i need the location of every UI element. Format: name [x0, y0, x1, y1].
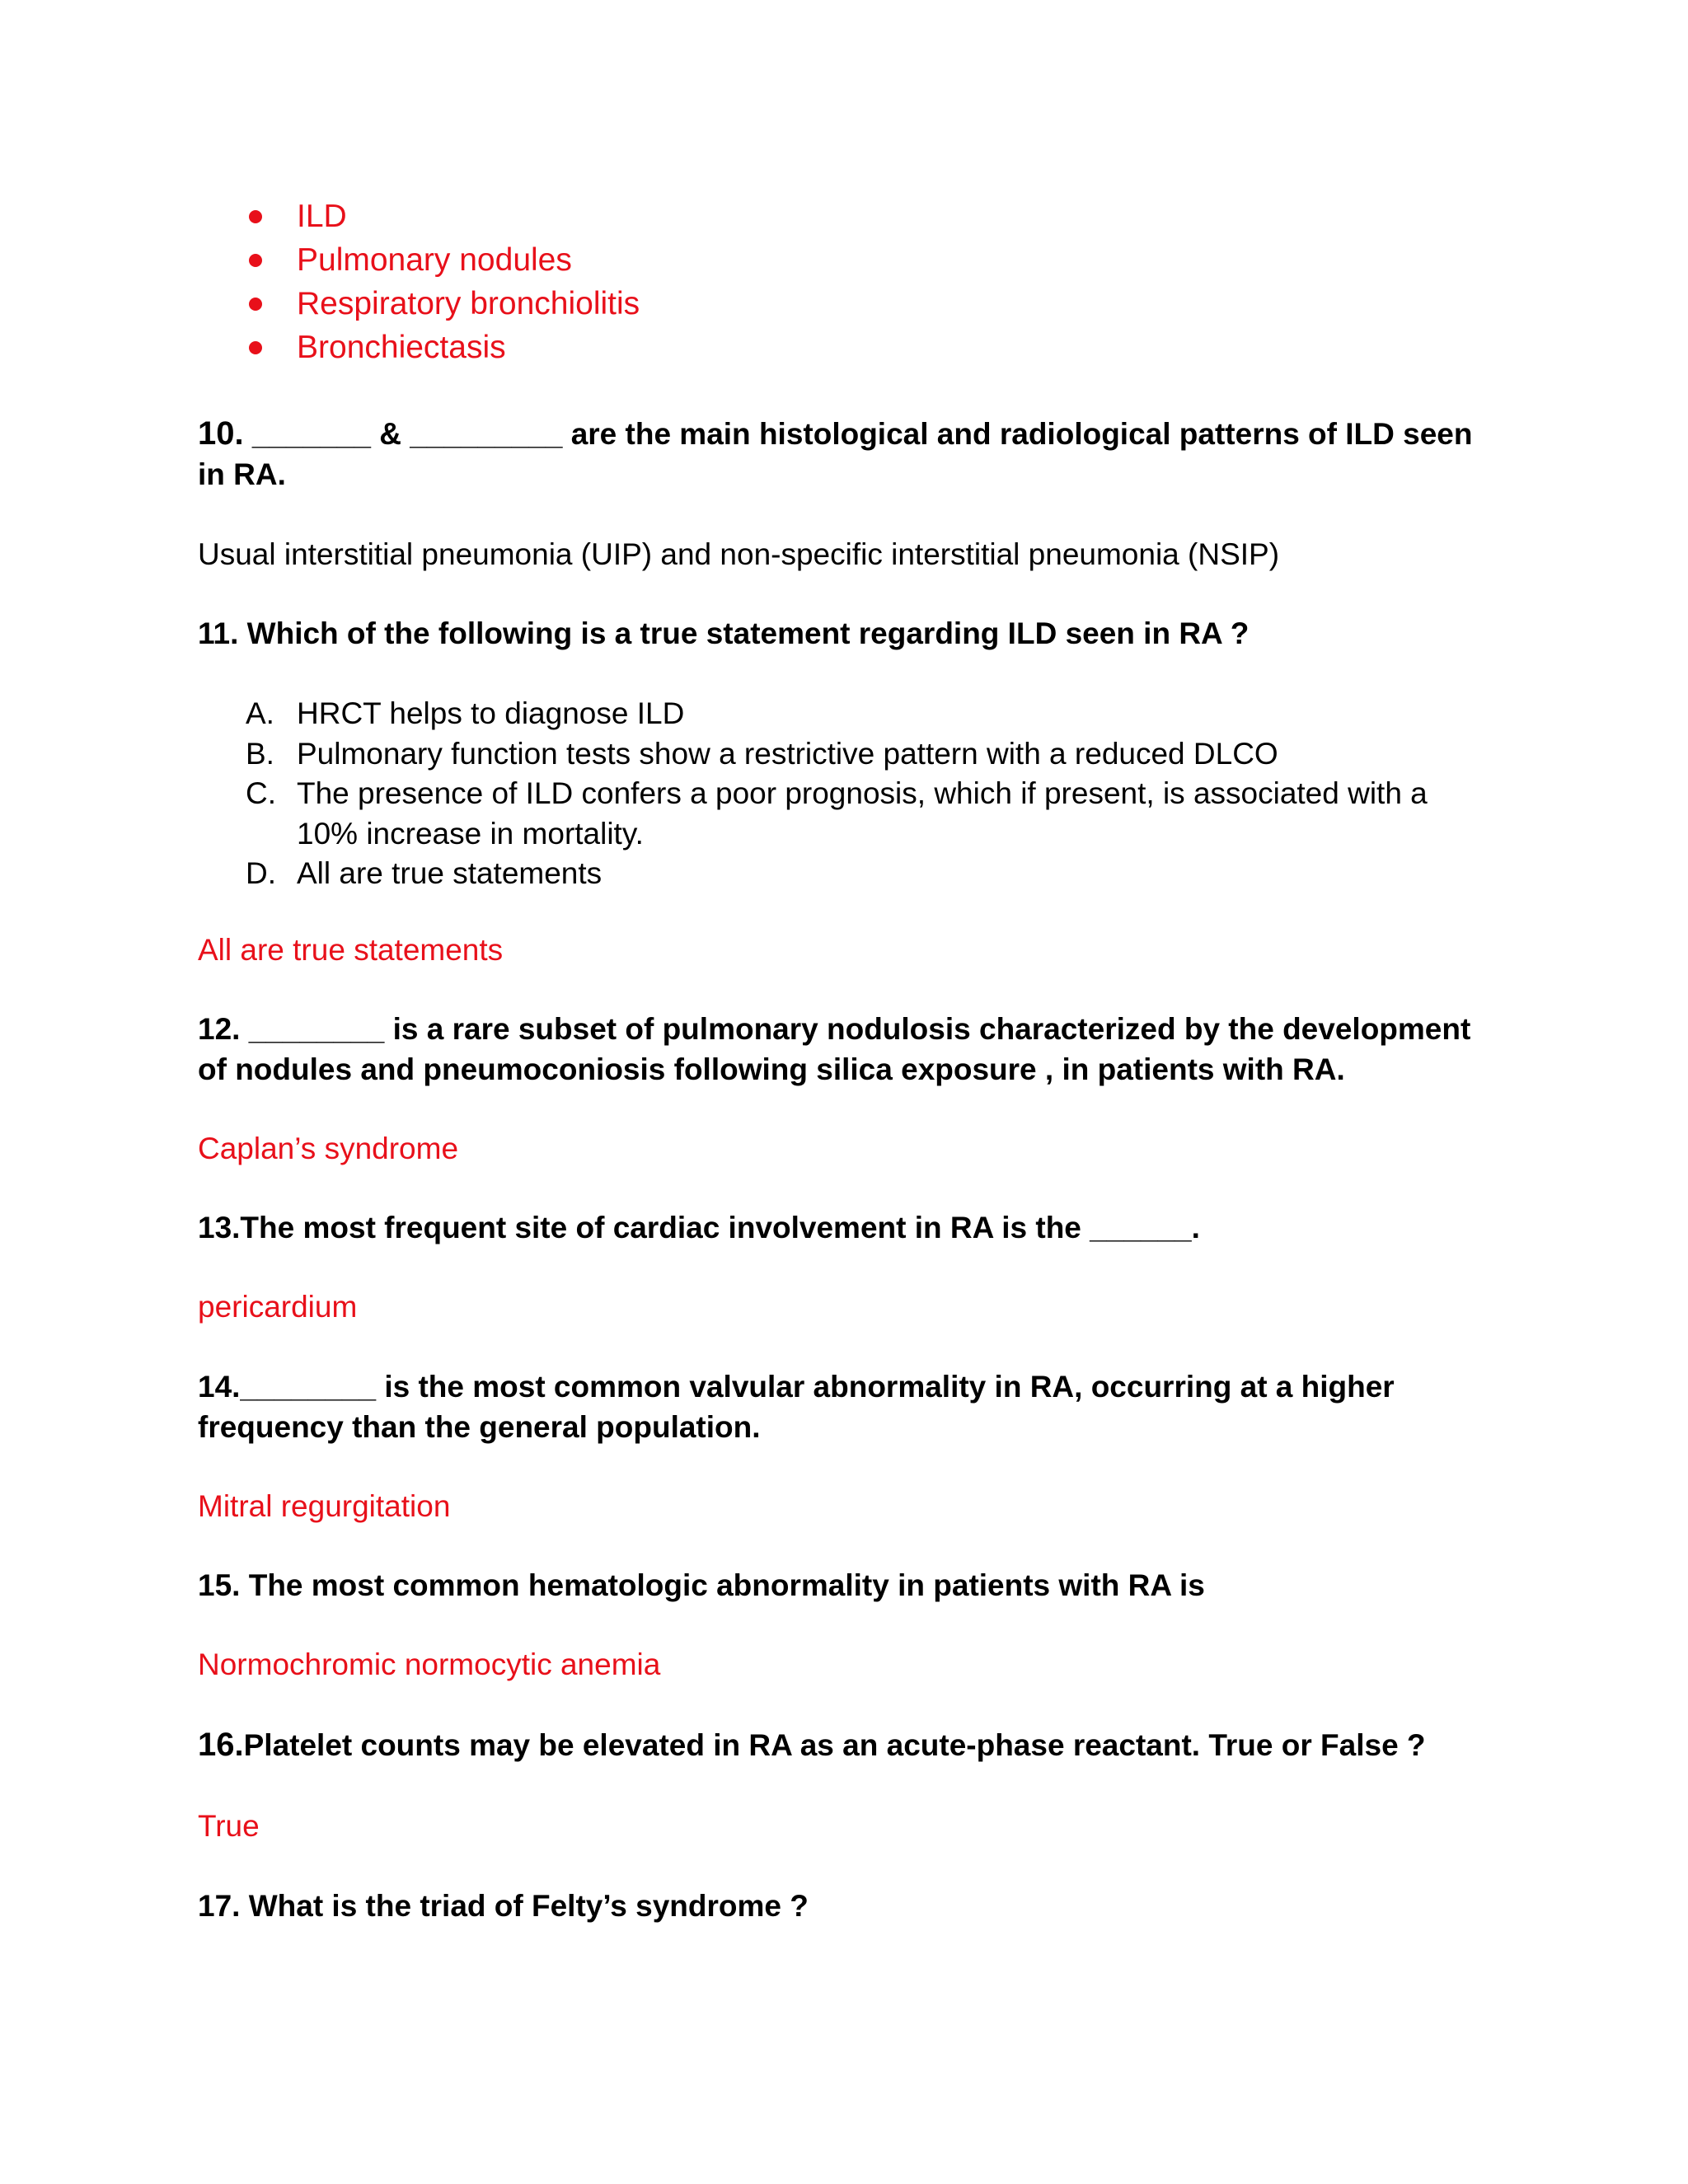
option-item [246, 854, 1432, 894]
question-15: 15. The most common hematologic abnormality in patients with RA is [198, 1568, 1205, 1602]
question-16 [198, 1725, 1484, 1765]
option-item [246, 694, 1432, 734]
question-10-text: _______ & _________ are the main histological and radiological patterns of ILD seen in RA. [198, 417, 1473, 491]
question-17: 17. What is the triad of Felty’s syndrome ? [198, 1889, 809, 1923]
answer-13: pericardium [198, 1290, 358, 1324]
question-16-text: Platelet counts may be elevated in RA as an acute-phase reactant. True or False ? [243, 1728, 1426, 1762]
question-13: 13.The most frequent site of cardiac involvement in RA is the ______. [198, 1211, 1200, 1244]
answer-12: Caplan’s syndrome [198, 1132, 459, 1165]
bullet-icon [249, 210, 262, 223]
bullet-icon [249, 298, 262, 311]
question-10-number: 10. [198, 415, 244, 452]
question-11-options [246, 694, 1432, 894]
option-text: Pulmonary function tests show a restrictive pattern with a reduced DLCO [297, 736, 1278, 771]
bullet-item: Pulmonary nodules [247, 238, 640, 282]
option-letter: C. [246, 776, 276, 810]
answer-16: True [198, 1809, 260, 1843]
question-12: 12. ________ is a rare subset of pulmonary nodulosis characterized by the development of nodules and pneumoconiosis following silica exposure , in patients with RA. [198, 1012, 1471, 1086]
answer-15: Normochromic normocytic anemia [198, 1647, 661, 1681]
option-text: The presence of ILD confers a poor prognosis, which if present, is associated with a 10% increase in mortality. [297, 776, 1428, 851]
bullet-item: ILD [247, 194, 640, 238]
option-text: HRCT helps to diagnose ILD [297, 696, 685, 730]
answer-bullet-list [247, 194, 640, 369]
bullet-item: Bronchiectasis [247, 326, 640, 369]
answer-10: Usual interstitial pneumonia (UIP) and non-specific interstitial pneumonia (NSIP) [198, 537, 1280, 571]
bullet-item: Respiratory bronchiolitis [247, 282, 640, 326]
option-text: All are true statements [297, 856, 603, 890]
bullet-icon [249, 341, 262, 354]
option-item [246, 734, 1432, 775]
option-letter: D. [246, 856, 276, 890]
question-16-number: 16. [198, 1727, 244, 1763]
answer-14: Mitral regurgitation [198, 1489, 451, 1523]
answer-11: All are true statements [198, 933, 504, 967]
question-11: 11. Which of the following is a true statement regarding ILD seen in RA ? [198, 616, 1250, 650]
bullet-icon [249, 254, 262, 267]
option-letter: A. [246, 696, 274, 730]
option-letter: B. [246, 736, 274, 771]
question-14: 14.________ is the most common valvular abnormality in RA, occurring at a higher frequency than the general population. [198, 1370, 1395, 1444]
question-10 [198, 414, 1484, 494]
option-item [246, 774, 1432, 854]
